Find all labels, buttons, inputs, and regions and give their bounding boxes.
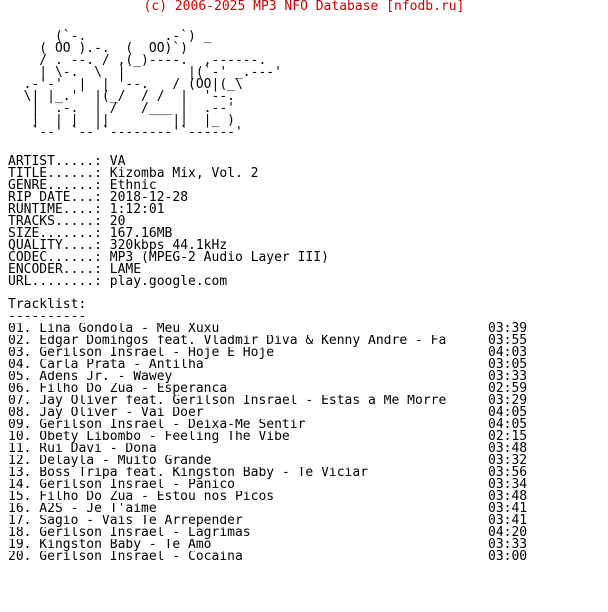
track-title: 11. Rui Davi - Dona [8, 443, 157, 455]
track-duration: 02:15 [488, 429, 528, 444]
track-title: 14. Gerilson Insrael - Panico [8, 479, 235, 491]
track-duration: 03:39 [488, 321, 528, 336]
track-row [8, 335, 536, 347]
track-duration: 04:20 [488, 525, 528, 540]
track-row [8, 419, 536, 431]
track-title: 16. A2S - Je T'aime [8, 503, 157, 515]
track-duration: 03:41 [488, 501, 528, 516]
tracklist-heading: Tracklist: [8, 297, 87, 312]
track-title: 19. Kingston Baby - Te Amo [8, 539, 212, 551]
track-title: 08. Jay Oliver - Vai Doer [8, 407, 204, 419]
track-row [8, 527, 536, 539]
site-header: (c) 2006-2025 MP3 NFO Database [nfodb.ru] [143, 0, 465, 14]
track-title: 07. Jay Oliver feat. Gerilson Insrael - Estas a Me Morre [8, 395, 447, 407]
track-title: 18. Gerilson Insrael - Lagrimas [8, 527, 251, 539]
track-duration: 02:59 [488, 381, 528, 396]
track-duration: 04:05 [488, 417, 528, 432]
track-title: 10. Obety Libombo - Feeling The Vibe [8, 431, 290, 443]
track-row [8, 503, 536, 515]
field-value: 320kbps 44.1kHz [109, 238, 228, 253]
track-title: 05. Adens Jr. - Wawey [8, 371, 173, 383]
track-title: 02. Edgar Domingos feat. Vladmir Diva & Kenny Andre - Fa [8, 335, 447, 347]
field-url [8, 276, 329, 288]
track-duration: 04:03 [488, 345, 528, 360]
track-duration: 03:34 [488, 477, 528, 492]
track-title: 04. Carla Prata - Antilha [8, 359, 204, 371]
track-list [8, 323, 536, 563]
release-info [8, 156, 329, 288]
field-value: 1:12:01 [109, 202, 165, 217]
field-value: MP3 (MPEG-2 Audio Layer III) [109, 250, 329, 265]
track-duration: 03:00 [488, 549, 528, 564]
track-row [8, 515, 536, 527]
track-title: 01. Lina Gondola - Meu Xuxu [8, 323, 220, 335]
track-duration: 04:05 [488, 405, 528, 420]
track-duration: 03:55 [488, 333, 528, 348]
track-duration: 03:48 [488, 489, 528, 504]
track-row [8, 431, 536, 443]
track-title: 17. Sagio - Vais Te Arrepender [8, 515, 243, 527]
field-label: SIZE.......: [8, 226, 102, 241]
track-duration: 03:48 [488, 441, 528, 456]
field-label: CODEC......: [8, 250, 102, 265]
field-value: 167.16MB [109, 226, 173, 241]
track-duration: 03:32 [488, 453, 528, 468]
field-label: TRACKS.....: [8, 214, 102, 229]
track-row [8, 347, 536, 359]
track-title: 20. Gerilson Insrael - Cocaina [8, 551, 243, 563]
track-title: 09. Gerilson Insrael - Deixa-Me Sentir [8, 419, 306, 431]
track-row [8, 467, 536, 479]
tracklist-underline: ---------- [8, 309, 87, 324]
field-label: RIP DATE...: [8, 190, 102, 205]
track-row [8, 443, 536, 455]
field-value: play.google.com [109, 274, 228, 289]
track-title: 13. Boss Tripa feat. Kingston Baby - Te Viciar [8, 467, 369, 479]
track-title: 03. Gerilson Insrael - Hoje E Hoje [8, 347, 275, 359]
track-title: 12. Delayla - Muito Grande [8, 455, 212, 467]
field-label: RUNTIME....: [8, 202, 102, 217]
field-value: VA [109, 154, 126, 169]
field-value: Kizomba Mix, Vol. 2 [109, 166, 259, 181]
field-label: ARTIST.....: [8, 154, 102, 169]
track-row [8, 455, 536, 467]
field-label: QUALITY....: [8, 238, 102, 253]
track-row [8, 383, 536, 395]
track-row [8, 551, 536, 563]
field-value: Ethnic [109, 178, 157, 193]
field-value: LAME [109, 262, 142, 277]
field-label: ENCODER....: [8, 262, 102, 277]
track-row [8, 407, 536, 419]
track-duration: 03:29 [488, 393, 528, 408]
track-title: 06. Filho Do Zua - Esperanca [8, 383, 228, 395]
track-row [8, 323, 536, 335]
track-duration: 03:33 [488, 369, 528, 384]
field-label: URL........: [8, 274, 102, 289]
track-row [8, 359, 536, 371]
track-duration: 03:05 [488, 357, 528, 372]
field-value: 2018-12-28 [109, 190, 189, 205]
track-duration: 03:41 [488, 513, 528, 528]
tracklist [8, 299, 536, 563]
track-row [8, 539, 536, 551]
track-row [8, 491, 536, 503]
track-row [8, 395, 536, 407]
ascii-art-logo: (`-. .-`) _ ( OO ).-. ( OO)`) / . --. / ,(_)----. ,------. | \-. \ | |(`-' _.---' .-'-' | | '--. / (OO|(_\ \| |_.' |(_/ / / | '--. | .-. | / /___ | .--' | | | || || |_ ) `--' `--'`--------'`------' [23, 29, 282, 140]
track-title: 15. Filho Do Zua - Estou nos Picos [8, 491, 275, 503]
track-duration: 03:33 [488, 537, 528, 552]
track-row [8, 371, 536, 383]
field-label: GENRE......: [8, 178, 102, 193]
field-label: TITLE......: [8, 166, 102, 181]
field-value: 20 [109, 214, 126, 229]
track-duration: 03:56 [488, 465, 528, 480]
track-row [8, 479, 536, 491]
